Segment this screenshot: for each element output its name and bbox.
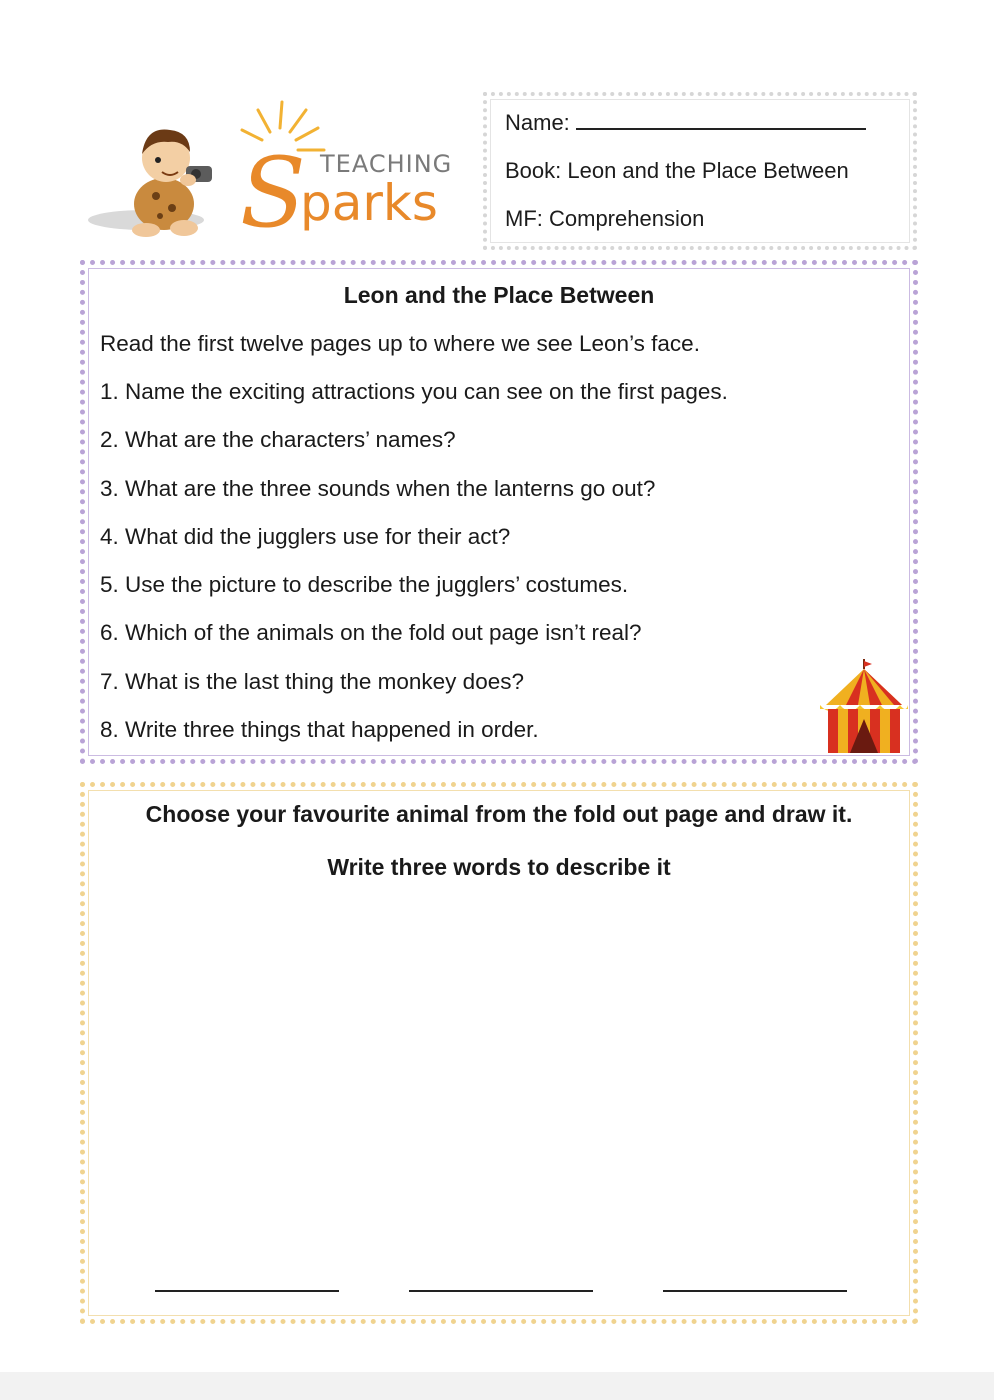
drawing-instruction: Choose your favourite animal from the fold out page and draw it. bbox=[145, 801, 853, 827]
question-item: 1. Name the exciting attractions you can see on the first pages. bbox=[100, 379, 728, 404]
drawing-subtitle: Write three words to describe it bbox=[327, 854, 671, 880]
question-item: 5. Use the picture to describe the jugglers’ costumes. bbox=[100, 572, 629, 598]
book-label: Book: Leon and the Place Between bbox=[505, 158, 849, 183]
question-item: 3. What are the three sounds when the lanterns go out? bbox=[100, 475, 656, 501]
question-item: 8. Write three things that happened in order. bbox=[100, 717, 539, 743]
name-label: Name: bbox=[505, 110, 570, 135]
svg-text:S: S bbox=[240, 137, 306, 248]
circus-tent-icon bbox=[818, 657, 910, 757]
word-answer-line-2[interactable] bbox=[409, 1290, 593, 1292]
word-answer-line-3[interactable] bbox=[663, 1290, 847, 1292]
name-field[interactable] bbox=[505, 110, 866, 136]
svg-text:TEACHING: TEACHING bbox=[320, 150, 453, 178]
student-info-box bbox=[483, 92, 917, 250]
mf-label: MF: Comprehension bbox=[505, 206, 705, 231]
questions-title: Leon and the Place Between bbox=[343, 282, 655, 308]
question-item: 2. What are the characters’ names? bbox=[100, 427, 456, 453]
question-item: 4. What did the jugglers use for their act? bbox=[100, 523, 511, 549]
name-blank-line[interactable] bbox=[576, 110, 866, 130]
drawing-section[interactable] bbox=[80, 782, 918, 1324]
questions-intro: Read the first twelve pages up to where we see Leon’s face. bbox=[100, 331, 700, 356]
question-item: 7. What is the last thing the monkey does? bbox=[100, 668, 524, 694]
teaching-sparks-logo bbox=[86, 96, 472, 248]
questions-section bbox=[80, 260, 918, 764]
word-answer-line-1[interactable] bbox=[155, 1290, 339, 1292]
svg-text:parks: parks bbox=[300, 174, 438, 232]
question-list bbox=[100, 379, 728, 765]
question-item: 6. Which of the animals on the fold out page isn’t real? bbox=[100, 620, 642, 646]
page-bottom-shadow bbox=[0, 1372, 994, 1400]
